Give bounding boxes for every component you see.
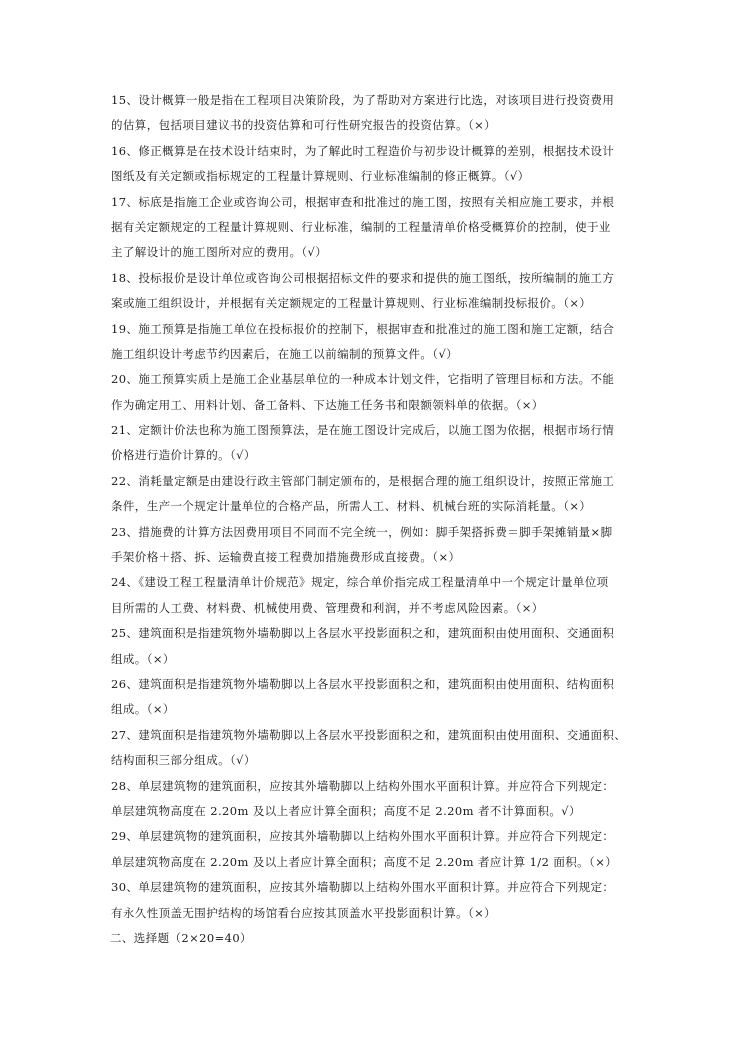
- statement-line: 案或施工组织设计，并根据有关定额规定的工程量计算规则、行业标准编制投标报价。（×）: [111, 296, 592, 311]
- statement-item-19: [111, 317, 639, 368]
- statement-line: 据有关定额规定的工程量计算规则、行业标准，编制的工程量清单价格受概算价的控制，使于业: [111, 219, 611, 234]
- statement-line: 作为确定用工、用料计划、备工备料、下达施工任务书和限额领料单的依据。（×）: [111, 397, 544, 412]
- statement-item-22: [111, 469, 639, 520]
- section-heading: 二、选择题（2×20=40）: [110, 930, 252, 945]
- statement-line: 25、建筑面积是指建筑物外墙勒脚以上各层水平投影面积之和，建筑面积由使用面积、交通面积: [111, 626, 615, 641]
- statement-line: 施工组织设计考虑节约因素后，在施工以前编制的预算文件。（√）: [111, 346, 459, 361]
- statement-item-17: [111, 190, 639, 266]
- statement-item-21: [111, 418, 639, 469]
- statement-item-20: [111, 367, 639, 418]
- statement-line: 目所需的人工费、材料费、机械使用费、管理费和利润，并不考虑风险因素。（×）: [111, 600, 544, 615]
- statement-line: 16、修正概算是在技术设计结束时，为了解此时工程造价与初步设计概算的差别，根据技术设计: [111, 143, 615, 158]
- statement-item-18: [111, 266, 639, 317]
- statement-item-29: [111, 824, 639, 875]
- statement-line: 19、施工预算是指施工单位在投标报价的控制下，根据审查和批准过的施工图和施工定额，结合: [111, 321, 615, 336]
- statement-item-25: [111, 621, 639, 672]
- statement-line: 22、消耗量定额是由建设行政主管部门制定颁布的，是根据合理的施工组织设计，按照正常施工: [111, 473, 615, 488]
- statement-item-26: [111, 672, 639, 723]
- statement-item-16: [111, 139, 639, 190]
- statement-item-28: [111, 774, 639, 825]
- statement-line: 组成。（×）: [111, 702, 175, 717]
- statement-line: 17、标底是指施工企业或咨询公司，根据审查和批准过的施工图，按照有关相应施工要求，并根: [111, 194, 615, 209]
- statement-line: 主了解设计的施工图所对应的费用。（√）: [111, 245, 328, 260]
- statement-line: 30、单层建筑物的建筑面积，应按其外墙勒脚以上结构外围水平面积计算。并应符合下列规定：: [111, 880, 615, 895]
- statement-line: 单层建筑物高度在 2.20m 及以上者应计算全面积；高度不足 2.20m 者应计算 1/2 面积。（×）: [111, 854, 618, 869]
- statement-line: 结构面积三部分组成。（√）: [111, 753, 256, 768]
- statement-line: 图纸及有关定额或指标规定的工程量计算规则、行业标准编制的修正概算。（√）: [111, 169, 530, 184]
- statement-item-30: [111, 875, 639, 926]
- statement-line: 29、单层建筑物的建筑面积，应按其外墙勒脚以上结构外围水平面积计算。并应符合下列规定：: [111, 829, 615, 844]
- statement-line: 手架价格＋搭、拆、运输费直接工程费加措施费形成直接费。（×）: [111, 550, 461, 565]
- statement-line: 的估算，包括项目建议书的投资估算和可行性研究报告的投资估算。（×）: [111, 118, 497, 133]
- statement-item-15: [111, 88, 639, 139]
- statement-item-24: [111, 570, 639, 621]
- statement-line: 条件，生产一个规定计量单位的合格产品，所需人工、材料、机械台班的实际消耗量。（×）: [111, 499, 592, 514]
- statement-line: 28、单层建筑物的建筑面积，应按其外墙勒脚以上结构外围水平面积计算。并应符合下列规定：: [111, 778, 615, 793]
- statement-line: 20、施工预算实质上是施工企业基层单位的一种成本计划文件，它指明了管理目标和方法。不能: [111, 372, 615, 387]
- document-body: [111, 88, 639, 951]
- statement-line: 单层建筑物高度在 2.20m 及以上者应计算全面积；高度不足 2.20m 者不计算面积。√）: [111, 803, 581, 818]
- statement-line: 15、设计概算一般是指在工程项目决策阶段，为了帮助对方案进行比选，对该项目进行投资费用: [111, 93, 615, 107]
- statement-line: 18、投标报价是设计单位或咨询公司根据招标文件的要求和提供的施工图纸，按所编制的施工方: [111, 270, 615, 285]
- statement-line: 23、措施费的计算方法因费用项目不同而不完全统一，例如：脚手架搭拆费＝脚手架摊销量×脚: [111, 524, 613, 539]
- statement-line: 21、定额计价法也称为施工图预算法，是在施工图设计完成后，以施工图为依据，根据市场行情: [111, 423, 615, 438]
- statement-line: 24、《建设工程工程量清单计价规范》规定，综合单价指完成工程量清单中一个规定计量单位项: [111, 575, 609, 590]
- statement-line: 价格进行造价计算的。（√）: [111, 448, 256, 463]
- statement-item-23: [111, 520, 639, 571]
- statement-line: 27、建筑面积是指建筑物外墙勒脚以上各层水平投影面积之和，建筑面积由使用面积、交通面积、: [111, 727, 627, 742]
- statement-line: 组成。（×）: [111, 651, 175, 666]
- statement-item-27: [111, 723, 639, 774]
- statement-line: 26、建筑面积是指建筑物外墙勒脚以上各层水平投影面积之和，建筑面积由使用面积、结构面积: [111, 676, 615, 691]
- statement-line: 有永久性顶盖无围护结构的场馆看台应按其顶盖水平投影面积计算。（×）: [111, 905, 497, 920]
